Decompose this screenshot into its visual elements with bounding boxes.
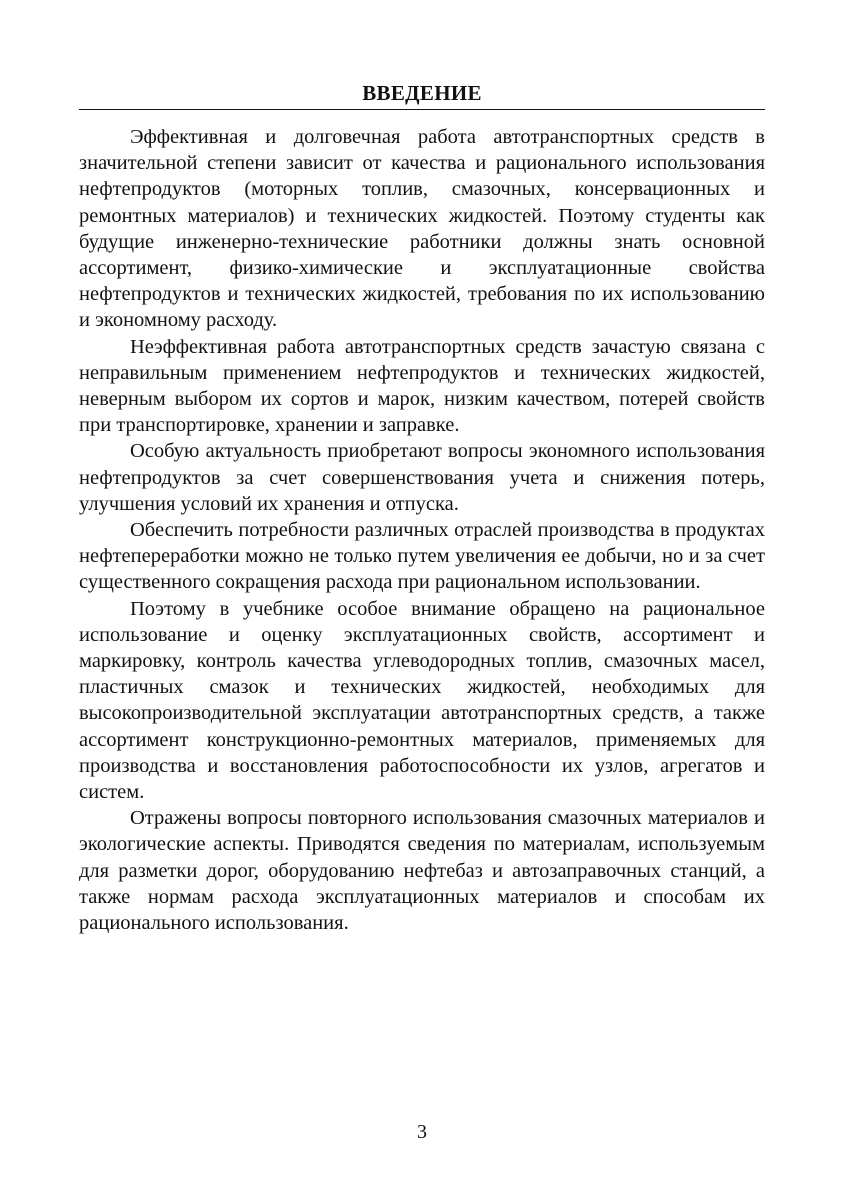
paragraph-4: Обеспечить потребности различных отраслей производства в продуктах нефтепереработки можно не только путем увеличения ее добычи, но и за счет существенного сокращения расхода при рациональном использовании. bbox=[79, 519, 765, 594]
page-number: 3 bbox=[417, 1121, 427, 1143]
paragraph-6: Отражены вопросы повторного использования смазочных материалов и экологические аспекты. Приводятся сведения по материалам, используемым для разметки дорог, оборудованию нефтебаз и автозаправочных станций, а также нормам расхода эксплуатационных материалов и способам их рационального использования. bbox=[79, 807, 765, 935]
paragraph-1: Эффективная и долговечная работа автотранспортных средств в значительной степени зависит от качества и рационального использования нефтепродуктов (моторных топлив, смазочных, консервационных и ремонтных материалов) и технических жидкостей. Поэтому студенты как будущие инженерно-технические работники должны знать основной ассортимент, физико-химические и эксплуатационные свойства нефтепродуктов и технических жидкостей, требования по их использованию и экономному расходу. bbox=[79, 126, 765, 332]
paragraph-3: Особую актуальность приобретают вопросы экономного использования нефтепродуктов за счет совершенствования учета и снижения потерь, улучшения условий их хранения и отпуска. bbox=[79, 440, 765, 515]
section-heading: ВВЕДЕНИЕ bbox=[362, 81, 482, 105]
paragraph-5: Поэтому в учебнике особое внимание обращено на рациональное использование и оценку эксплуатационных свойств, ассортимент и маркировку, контроль качества углеводородных топлив, смазочных масел, пластичных смазок и технических жидкостей, необходимых для высокопроизводительной эксплуатации автотранспортных средств, а также ассортимент конструкционно-ремонтных материалов, применяемых для производства и восстановления работоспособности их узлов, агрегатов и систем. bbox=[79, 597, 765, 804]
document-page bbox=[79, 79, 765, 936]
heading-rule bbox=[79, 109, 765, 110]
paragraph-2: Неэффективная работа автотранспортных средств зачастую связана с неправильным применением нефтепродуктов и технических жидкостей, неверным выбором их сортов и марок, низким качеством, потерей свойств при транспортировке, хранении и заправке. bbox=[79, 335, 765, 437]
